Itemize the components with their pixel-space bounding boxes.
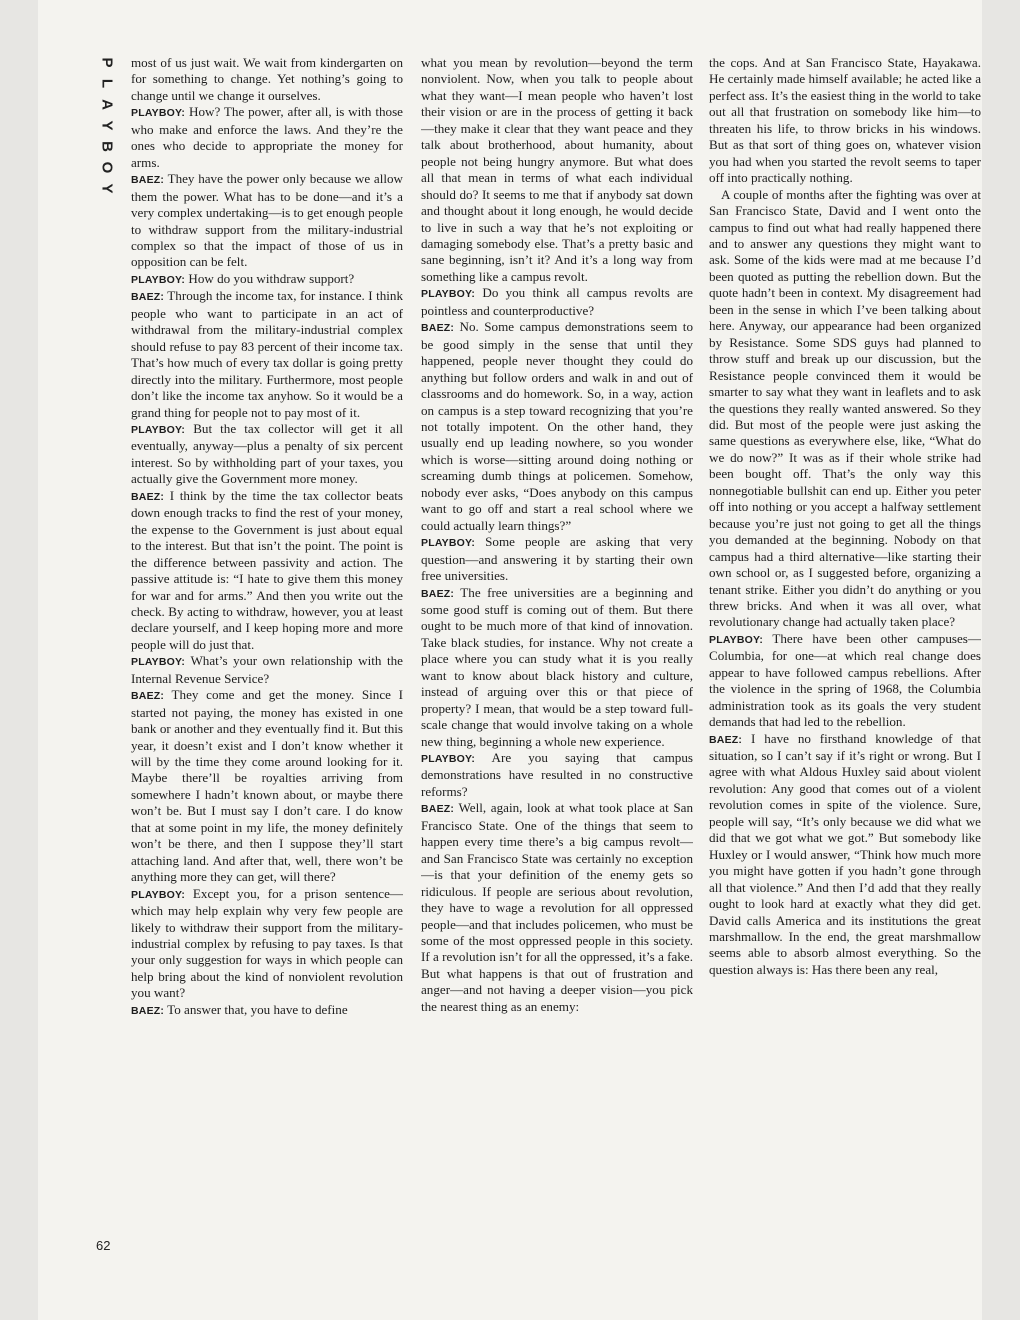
logo-letter: Y xyxy=(98,183,116,194)
paragraph-text: How do you withdraw support? xyxy=(188,270,355,286)
logo-letter: Y xyxy=(98,120,116,131)
logo-letter: B xyxy=(98,141,116,152)
speaker-label: PLAYBOY: xyxy=(131,656,186,669)
logo-letter: P xyxy=(98,57,116,68)
paragraph-text: the cops. And at San Francisco State, Hayakawa. He certainly made himself available; he acted like a perfect ass. It’s the easiest thing in the world to take out all that frustration on somebody like him—to threaten his life, to throw bricks in his windows. But as that sort of thing goes on, whatever vision you had when you started the revolt seems to taper off into practically nothing. xyxy=(709,55,981,186)
logo-letter: O xyxy=(98,161,116,174)
paragraph xyxy=(421,55,693,285)
paragraph-text: No. Some campus demonstrations seem to be good simply in the sense that until they happened, people never thought they could do anything but follow orders and walk in and out of classrooms and do homework. So, in a way, action on campus is a step toward recognizing that you’re not totally impotent. On the other hand, they usually end up leading nowhere, so you wonder which is worse—sitting around doing nothing or screaming dumb things at policemen. Somehow, nobody ever asks, “Does anybody on this campus want to go off and start a real school where we could actually learn things?” xyxy=(421,319,693,533)
paragraph xyxy=(421,750,693,800)
paragraph xyxy=(131,104,403,171)
paragraph xyxy=(709,187,981,631)
speaker-label: PLAYBOY: xyxy=(131,888,186,901)
paragraph-text: Well, again, look at what took place at San Francisco State. One of the things that seem to happen every time there’s a big campus revolt—and San Francisco State was certainly no exception—is that your definition of the enemy gets so ridiculous. If people are serious about revolution, they have to wage a revolution for all oppressed people—and that includes policemen, who must be some of the most oppressed people in this society. If a revolution isn’t for all the oppressed, it’s a fake. But what happens is that out of frustration and anger—and not having a deeper vision—you pick the nearest thing as an enemy: xyxy=(421,800,693,1014)
page-number: 62 xyxy=(96,1238,111,1253)
paragraph-text: They have the power only because we allow them the power. What has to be done—and it’s a very complex undertaking—is to get enough people to withdraw support from the military-industrial complex so that the impact of those of us in opposition can be felt. xyxy=(131,171,403,270)
paragraph-text: What’s your own relationship with the Internal Revenue Service? xyxy=(131,653,403,686)
text-column-3 xyxy=(709,55,981,1255)
paragraph xyxy=(131,488,403,654)
paragraph-text: what you mean by revolution—beyond the term nonviolent. Now, when you talk to people about what they want—I mean people who haven’t lost their vision or are in the process of getting it back—they make it clear that they want peace and they talk about brotherhood, about humanity, about people not being hungry anymore. But what does all that mean in terms of what each individual should do? It seems to me that if anybody sat down and thought about it long enough, he would decide to live in such a way that he’s not exploiting or damaging somebody else. That’s a pretty basic and sane beginning, isn’t it? And it’s a long way from something like a campus revolt. xyxy=(421,55,693,284)
speaker-label: PLAYBOY: xyxy=(709,633,764,646)
speaker-label: BAEZ: xyxy=(131,1004,165,1017)
text-column-2 xyxy=(421,55,693,1255)
paragraph xyxy=(131,171,403,271)
magazine-page xyxy=(38,0,982,1320)
paragraph-text: Are you saying that campus demonstrations have resulted in no constructive reforms? xyxy=(421,750,693,799)
paragraph-text: A couple of months after the fighting was over at San Francisco State, David and I went onto the campus to find out what had really happened there and to answer any questions they might want to ask. Some of the kids were mad at me because I’d been quoted as putting the rebellion down. But the quote hadn’t been in context. My disagreement had been in the sense in which I’ve been talking about here. Anyway, our appearance had been organized by Resistance. Some SDS guys had planned to throw stuff and break up our discussion, but the Resistance people convinced them it would be smarter to say what they want in leaflets and to ask the questions they really wanted answered. So they did. But most of the people were just asking the same questions as everywhere else, like, “What do we do now?” It was as if their whole strike had been bought off. That’s the only way this nonnegotiable bullshit can end up. Either you peter off into nothing or you accept a halfway settlement because you’re just not going to get all the things you demanded at the beginning. Nobody on that campus had a third alternative—like starting their own school or, as I suggested before, organizing a tenant strike. Either you didn’t do anything or you threw bricks. And when it was all over, what revolutionary change had actually taken place? xyxy=(709,186,981,630)
paragraph xyxy=(131,687,403,885)
paragraph xyxy=(421,534,693,584)
paragraph-text: To answer that, you have to define xyxy=(167,1001,348,1017)
paragraph-text: There have been other campuses—Columbia, for one—at which real change does appear to have followed campus rebellions. After the violence in the spring of 1968, the Columbia administration took as its goals the very student demands that had led to the rebellion. xyxy=(709,630,981,730)
speaker-label: PLAYBOY: xyxy=(131,273,186,286)
speaker-label: PLAYBOY: xyxy=(131,107,186,120)
paragraph-text: most of us just wait. We wait from kindergarten on for something to change. Yet nothing’s going to change until we change it ourselves. xyxy=(131,55,403,103)
paragraph-text: The free universities are a beginning and some good stuff is coming out of them. But there ought to be much more of that kind of innovation. Take black studies, for instance. Why not create a place where you can study what it is you really want to know about black history and culture, instead of arguing over this or that piece of property? I mean, that would be a step toward full-scale change that would involve taking on a whole new thing, beginning a whole new experience. xyxy=(421,584,693,749)
paragraph xyxy=(709,55,981,187)
speaker-label: BAEZ: xyxy=(421,803,455,816)
speaker-label: PLAYBOY: xyxy=(131,423,186,436)
paragraph xyxy=(421,800,693,1015)
paragraph-text: I have no firsthand knowledge of that situation, so I can’t say if it’s right or wrong. But I agree with what Aldous Huxley said about violent revolution: Any good that comes out of a violent revolution comes in spite of the violence. Sure, people will say, “It’s only because we did what we did that we got what we got.” But somebody like Huxley or I would answer, “Think how much more you might have gotten if you hadn’t gone through all that violence.” And then I’d add that they really ought to look hard at exactly what they did get. David calls America and its institutions the great marshmallow. In the end, the great marshmallow seems able to absorb almost everything. So the question always is: Has there been any real, xyxy=(709,730,981,977)
speaker-label: BAEZ: xyxy=(131,291,165,304)
speaker-label: BAEZ: xyxy=(709,733,743,746)
paragraph xyxy=(131,271,403,288)
paragraph xyxy=(709,731,981,979)
speaker-label: PLAYBOY: xyxy=(421,753,476,766)
paragraph xyxy=(421,585,693,751)
paragraph xyxy=(131,55,403,104)
paragraph-text: They come and get the money. Since I started not paying, the money has existed in one bank or another and they eventually find it. But this year, it doesn’t exist and I don’t know whether it will by the time they come around looking for it. Maybe there’ll be royalties arriving from somewhere I hadn’t known about, or maybe there won’t be. But I must say I don’t care. I do know that at some point in my life, the money definitely won’t be there, and then I suppose they’ll start attaching land. And after that, well, there won’t be anything more they can get, will there? xyxy=(131,687,403,885)
text-column-1 xyxy=(131,55,403,1255)
paragraph xyxy=(131,1002,403,1019)
paragraph-text: I think by the time the tax collector beats down enough tracks to find the rest of your money, the expense to the Government is just about equal to the interest. But that isn’t the point. The point is the difference between passivity and action. The passive attitude is: “I hate to give them this money for war and for arms.” And then you write out the check. By acting to withdraw, however, you at least declare yourself, and I keep hoping more and more people will do just that. xyxy=(131,487,403,652)
speaker-label: BAEZ: xyxy=(131,490,165,503)
paragraph xyxy=(131,288,403,421)
speaker-label: BAEZ: xyxy=(421,587,455,600)
speaker-label: PLAYBOY: xyxy=(421,537,476,550)
paragraph-text: Some people are asking that very question—and answering it by starting their own free universities. xyxy=(421,534,693,584)
paragraph xyxy=(421,285,693,319)
speaker-label: PLAYBOY: xyxy=(421,288,476,301)
paragraph xyxy=(131,886,403,1002)
paragraph xyxy=(131,421,403,488)
paragraph xyxy=(131,653,403,687)
paragraph-text: Do you think all campus revolts are pointless and counterproductive? xyxy=(421,285,693,318)
logo-letter: A xyxy=(98,99,116,110)
paragraph-text: Through the income tax, for instance. I think people who want to participate in an act of withdrawal from the military-industrial complex should refuse to pay 83 percent of their income tax. That’s how much of every tax dollar is going pretty directly into the military. Furthermore, most people don’t like the income tax anyhow. So it would be a grand thing for people not to pay most of it. xyxy=(131,288,403,420)
paragraph xyxy=(421,319,693,534)
logo-letter: L xyxy=(98,78,116,89)
paragraph-text: Except you, for a prison sentence—which may help explain why very few people are likely to withdraw their support from the military-industrial complex by refusing to pay taxes. Is that your only suggestion for ways in which people can help bring about the kind of nonviolent revolution you want? xyxy=(131,885,403,1001)
speaker-label: BAEZ: xyxy=(421,322,455,335)
speaker-label: BAEZ: xyxy=(131,174,165,187)
paragraph xyxy=(709,631,981,731)
paragraph-text: But the tax collector will get it all eventually, anyway—plus a penalty of six percent interest. So by withholding part of your taxes, you actually give the Government more money. xyxy=(131,420,403,487)
vertical-playboy-logo xyxy=(98,52,116,199)
paragraph-text: How? The power, after all, is with those who make and enforce the laws. And they’re the ones who decide to appropriate the money for arms. xyxy=(131,104,403,170)
speaker-label: BAEZ: xyxy=(131,690,165,703)
